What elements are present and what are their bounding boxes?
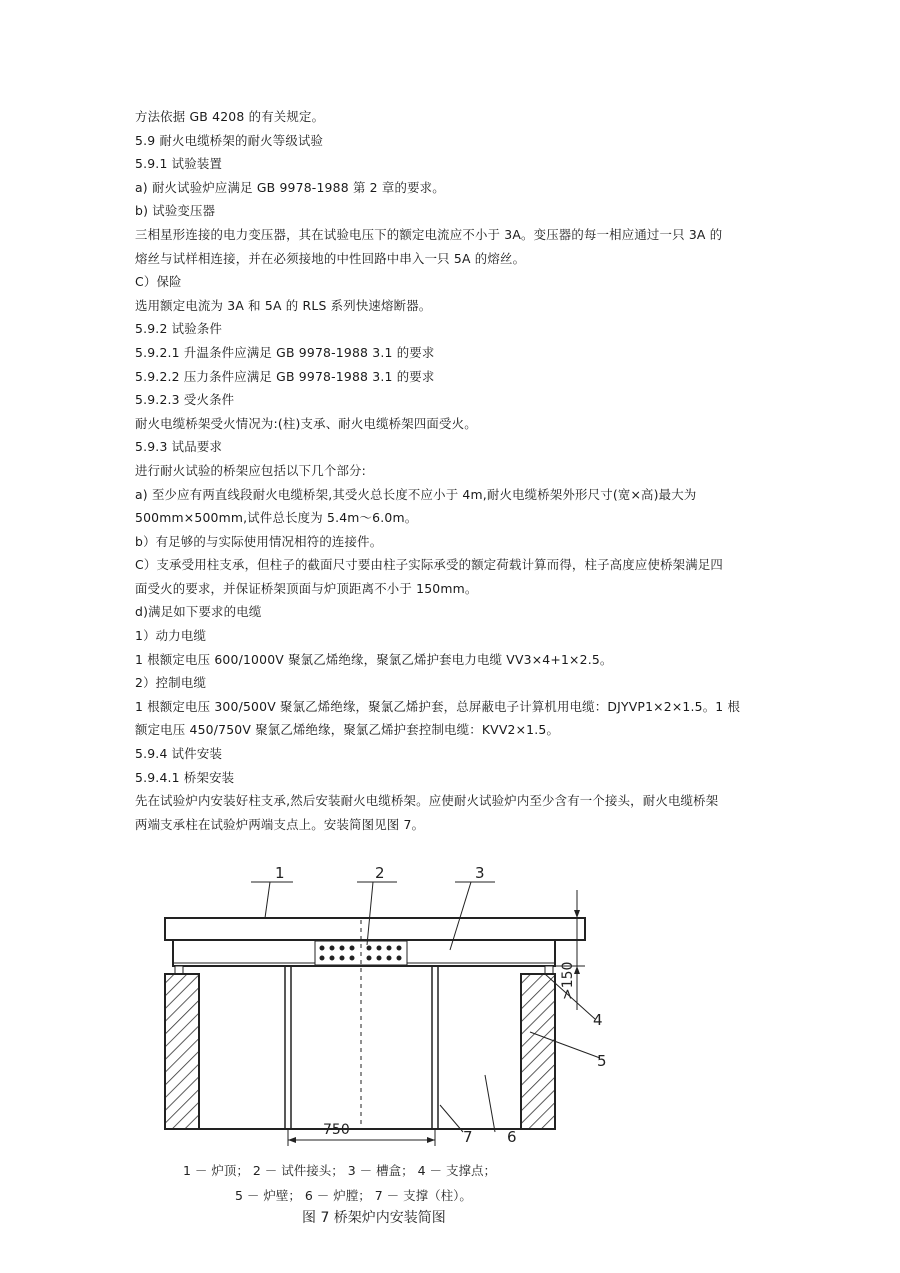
callout-2: 2 — [375, 864, 385, 882]
callout-4: 4 — [593, 1011, 603, 1029]
dimension-750 — [288, 1122, 435, 1146]
section-heading: 5.9 耐火电缆桥架的耐火等级试验 — [135, 132, 324, 148]
figure-caption: 图 7 桥架炉内安装简图 — [302, 1210, 446, 1226]
paragraph-line: 方法依据 GB 4208 的有关规定。 — [135, 109, 325, 124]
section-heading: 5.9.1 试验装置 — [135, 156, 223, 172]
paragraph-line: 选用额定电流为 3A 和 5A 的 RLS 系列快速熔断器。 — [135, 297, 432, 313]
paragraph-line: 1）动力电缆 — [135, 628, 207, 644]
paragraph-line: b) 试验变压器 — [135, 203, 216, 219]
callout-6: 6 — [507, 1128, 517, 1146]
paragraph-line: 耐火电缆桥架受火情况为:(柱)支承、耐火电缆桥架四面受火。 — [135, 415, 477, 431]
furnace-roof — [165, 918, 585, 940]
paragraph-line: a) 耐火试验炉应满足 GB 9978-1988 第 2 章的要求。 — [135, 179, 445, 195]
callout-7: 7 — [463, 1128, 473, 1146]
callout-1: 1 — [275, 864, 285, 882]
section-heading: 5.9.3 试品要求 — [135, 439, 223, 455]
document-body — [135, 105, 775, 836]
figure-legend-row-2: 5 － 炉壁； 6 － 炉膛； 7 － 支撑（柱）。 — [235, 1188, 472, 1203]
paragraph-line: b）有足够的与实际使用情况相符的连接件。 — [135, 533, 383, 549]
support-column-right — [432, 966, 438, 1129]
paragraph-line: 2）控制电缆 — [135, 675, 207, 691]
paragraph-line: 先在试验炉内安装好柱支承,然后安装耐火电缆桥架。应使耐火试验炉内至少含有一个接头，耐火电缆桥架 — [135, 793, 719, 809]
paragraph-line: d)满足如下要求的电缆 — [135, 604, 262, 620]
installation-figure — [145, 850, 615, 1230]
paragraph-line: 两端支承柱在试验炉两端支点上。安装简图见图 7。 — [135, 816, 425, 832]
callout-3: 3 — [475, 864, 485, 882]
section-heading: 5.9.2 试验条件 — [135, 321, 223, 337]
paragraph-line: 5.9.2.2 压力条件应满足 GB 9978-1988 3.1 的要求 — [135, 368, 435, 384]
figure-legend-row-1: 1 － 炉顶； 2 － 试件接头； 3 － 槽盒； 4 － 支撑点； — [183, 1163, 497, 1178]
paragraph-line: 面受火的要求，并保证桥架顶面与炉顶距离不小于 150mm。 — [135, 580, 478, 596]
support-column-left — [285, 966, 291, 1129]
paragraph-line: 1 根额定电压 300/500V 聚氯乙烯绝缘，聚氯乙烯护套，总屏蔽电子计算机用电缆：DJYVP1×2×1.5。1 根 — [135, 698, 741, 714]
furnace-wall-right — [521, 974, 555, 1129]
paragraph-line: 5.9.2.1 升温条件应满足 GB 9978-1988 3.1 的要求 — [135, 344, 435, 360]
dimension-150 — [555, 890, 585, 1010]
callout-5: 5 — [597, 1052, 607, 1070]
dimension-750-label: 750 — [323, 1122, 350, 1138]
section-heading: 5.9.4.1 桥架安装 — [135, 769, 235, 785]
paragraph-line: 500mm×500mm,试件总长度为 5.4m～6.0m。 — [135, 510, 418, 526]
paragraph-line: 进行耐火试验的桥架应包括以下几个部分: — [135, 462, 367, 478]
furnace-wall-left — [165, 974, 199, 1129]
section-heading: 5.9.2.3 受火条件 — [135, 392, 235, 408]
installation-diagram — [145, 850, 615, 1230]
paragraph-line: 三相星形连接的电力变压器，其在试验电压下的额定电流应不小于 3A。变压器的每一相应通过一只 3A 的 — [135, 226, 723, 242]
paragraph-line: C）保险 — [135, 274, 182, 290]
paragraph-line: 1 根额定电压 600/1000V 聚氯乙烯绝缘，聚氯乙烯护套电力电缆 VV3×4+1×2.5。 — [135, 651, 613, 667]
paragraph-line: 熔丝与试样相连接，并在必须接地的中性回路中串入一只 5A 的熔丝。 — [135, 250, 526, 266]
paragraph-line: 额定电压 450/750V 聚氯乙烯绝缘，聚氯乙烯护套控制电缆：KVV2×1.5。 — [135, 722, 560, 738]
dimension-150-label: >150 — [560, 961, 576, 1000]
paragraph-line: C）支承受用柱支承，但柱子的截面尺寸要由柱子实际承受的额定荷载计算而得，柱子高度应使桥架满足四 — [135, 557, 724, 573]
paragraph-line: a) 至少应有两直线段耐火电缆桥架,其受火总长度不应小于 4m,耐火电缆桥架外形尺寸(宽×高)最大为 — [135, 486, 697, 502]
section-heading: 5.9.4 试件安装 — [135, 746, 223, 762]
